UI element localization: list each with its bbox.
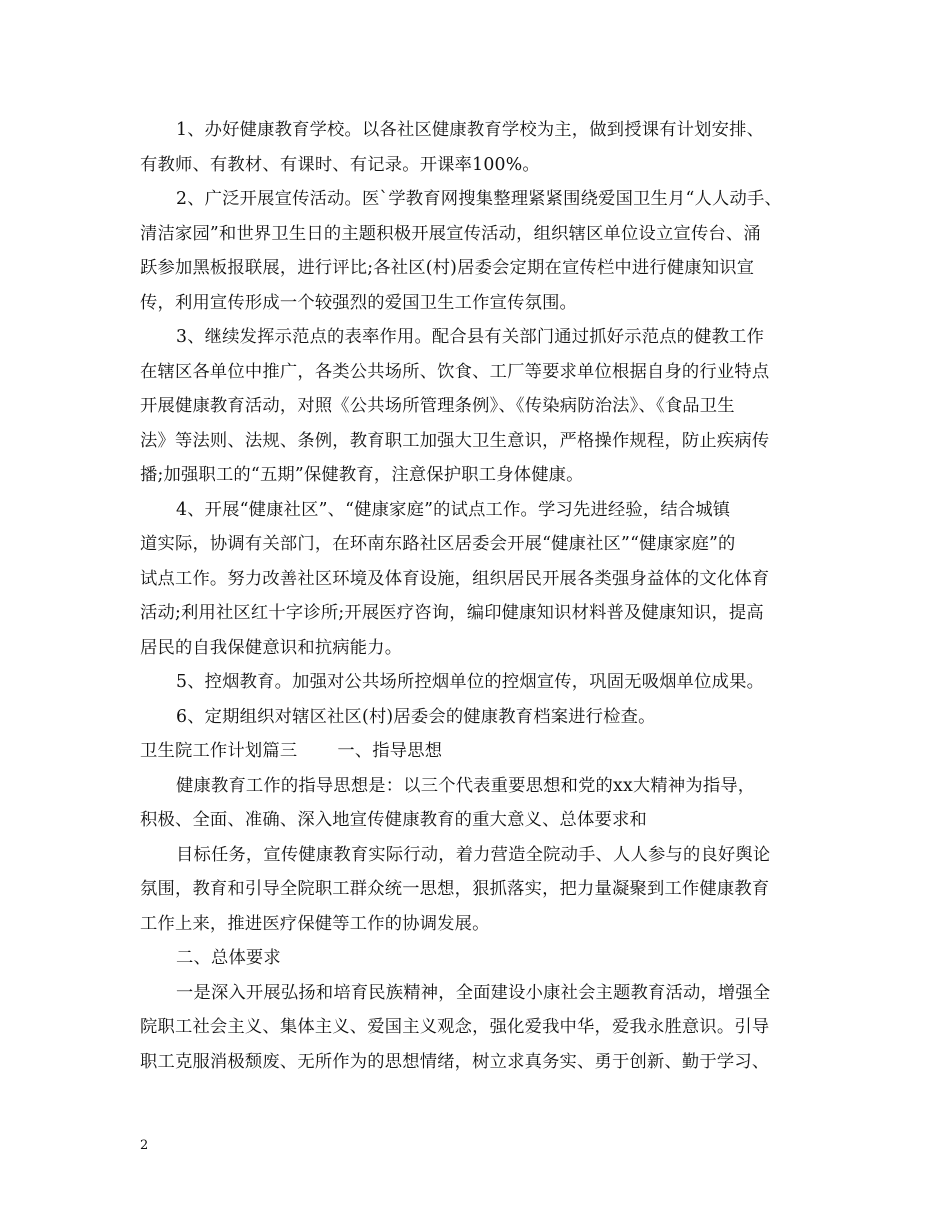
line-text: 2、广泛开展宣传活动。医`学教育网搜集整理紧紧围绕爱国卫生月“人人动手、: [176, 189, 782, 209]
text-line: [140, 803, 830, 838]
line-text: 院职工社会主义、集体主义、爱国主义观念，强化爱我中华，爱我永胜意识。引导: [140, 1017, 770, 1037]
text-line: [140, 1045, 830, 1080]
line-text: 1、办好健康教育学校。以各社区健康教育学校为主，做到授课有计划安排、: [176, 120, 765, 140]
text-line: [140, 355, 830, 390]
text-line: [140, 631, 830, 666]
line-text: 一是深入开展弘扬和培育民族精神，全面建设小康社会主题教育活动，增强全: [176, 982, 771, 1003]
text-line: [140, 769, 830, 804]
line-text: 法》等法则、法规、条例，教育职工加强大卫生意识，严格操作规程，防止疾病传: [140, 430, 770, 451]
text-line: [140, 389, 830, 424]
line-text: 卫生院工作计划篇三: [140, 741, 298, 761]
line-text: 清洁家园”和世界卫生日的主题积极开展宣传活动，组织辖区单位设立宣传台、涌: [140, 223, 761, 244]
line-text: 积极、全面、准确、深入地宣传健康教育的重大意义、总体要求和: [140, 810, 647, 830]
line-text: 健康教育工作的指导思想是：以三个代表重要思想和党的xx大精神为指导，: [176, 775, 756, 796]
text-line: [140, 700, 830, 735]
line-text: 工作上来，推进医疗保健等工作的协调发展。: [140, 913, 490, 934]
line-text: 播;加强职工的“五期”保健教育，注意保护职工身体健康。: [140, 465, 584, 485]
text-line: [140, 148, 830, 183]
text-line: [140, 182, 830, 217]
line-text: 传，利用宣传形成一个较强烈的爱国卫生工作宣传氛围。: [140, 292, 578, 313]
text-line: [140, 1010, 830, 1045]
line-text: 试点工作。努力改善社区环境及体育设施，组织居民开展各类强身益体的文化体育: [140, 568, 770, 589]
document-body: [140, 113, 830, 1079]
text-line: [140, 251, 830, 286]
text-line: [140, 734, 830, 769]
line-text: 道实际，协调有关部门，在环南东路社区居委会开展“健康社区”“健康家庭”的: [140, 534, 736, 554]
line-text: 3、继续发挥示范点的表率作用。配合县有关部门通过抓好示范点的健教工作: [176, 327, 765, 347]
line-text: 职工克服消极颓废、无所作为的思想情绪，树立求真务实、勇于创新、勤于学习、: [140, 1051, 770, 1072]
text-line: [140, 527, 830, 562]
line-text: 二、总体要求: [176, 948, 281, 968]
line-text: 4、开展“健康社区”、“健康家庭”的试点工作。学习先进经验，结合城镇: [176, 499, 731, 520]
line-text: 活动;利用社区红十字诊所;开展医疗咨询，编印健康知识材料普及健康知识，提高: [140, 603, 764, 623]
line-text: 目标任务，宣传健康教育实际行动，着力营造全院动手、人人参与的良好舆论: [176, 844, 771, 865]
line-text: 有教师、有教材、有课时、有记录。开课率100%。: [140, 154, 540, 175]
page-number: 2: [140, 1138, 149, 1153]
text-line: [140, 665, 830, 700]
line-text: 5、控烟教育。加强对公共场所控烟单位的控烟宣传，巩固无吸烟单位成果。: [176, 672, 765, 692]
line-text: 氛围，教育和引导全院职工群众统一思想，狠抓落实，把力量凝聚到工作健康教育: [140, 879, 770, 899]
line-text: 开展健康教育活动，对照《公共场所管理条例》、《传染病防治法》、《食品卫生: [140, 396, 735, 416]
text-line: [140, 838, 830, 873]
text-line: [140, 286, 830, 321]
text-line: [140, 562, 830, 597]
text-line: [140, 113, 830, 148]
text-line: [140, 424, 830, 459]
text-line: [140, 596, 830, 631]
line-text: 居民的自我保健意识和抗病能力。: [140, 637, 403, 658]
text-line: [140, 458, 830, 493]
line-text: 在辖区各单位中推广，各类公共场所、饮食、工厂等要求单位根据自身的行业特点: [140, 361, 770, 382]
line-text: 6、定期组织对辖区社区(村)居委会的健康教育档案进行检查。: [176, 706, 656, 727]
section-heading: 一、指导思想: [337, 741, 443, 761]
text-line: [140, 320, 830, 355]
text-line: [140, 493, 830, 528]
text-line: [140, 907, 830, 942]
text-line: [140, 872, 830, 907]
text-line: [140, 217, 830, 252]
line-text: 跃参加黑板报联展，进行评比;各社区(村)居委会定期在宣传栏中进行健康知识宣: [140, 258, 755, 278]
text-line: [140, 941, 830, 976]
text-line: [140, 976, 830, 1011]
